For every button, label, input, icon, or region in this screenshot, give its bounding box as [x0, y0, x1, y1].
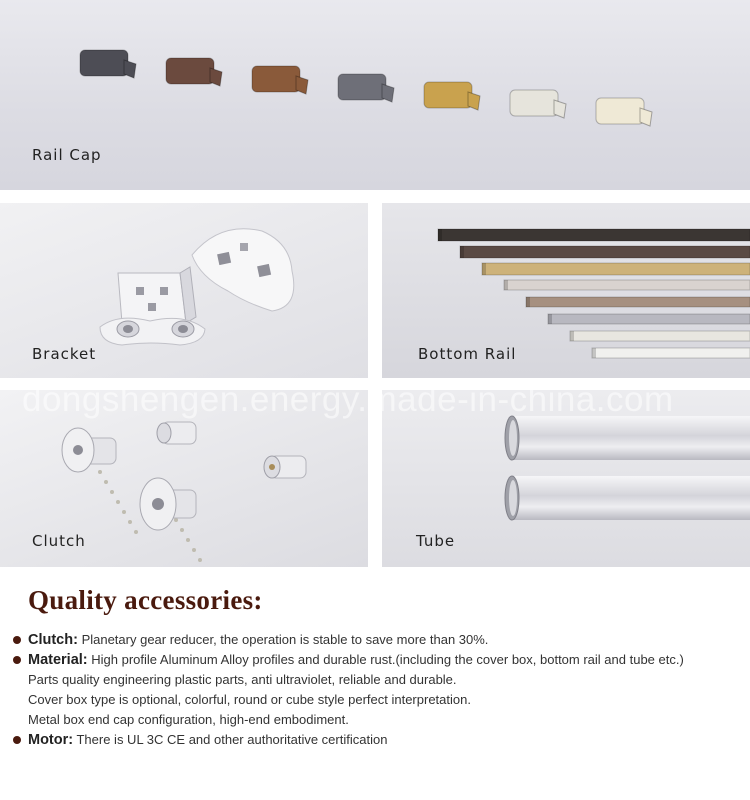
spec-motor-text: There is UL 3C CE and other authoritative certification — [76, 732, 388, 747]
bottom-rail-end — [548, 314, 552, 324]
rail-cap-piece — [338, 74, 386, 100]
bottom-rail-piece — [526, 297, 750, 307]
spec-material — [12, 650, 742, 670]
bracket-panel — [0, 203, 368, 378]
bottom-rail-piece — [438, 229, 750, 241]
spec-material-line: Parts quality engineering plastic parts, anti ultraviolet, reliable and durable. — [28, 672, 457, 687]
bottom-rail-piece — [570, 331, 750, 341]
bottom-rail-piece — [460, 246, 750, 258]
spec-clutch-label: Clutch: — [28, 632, 78, 648]
bullet-icon — [13, 636, 21, 644]
bottom-rail-end — [482, 263, 486, 275]
bullet-icon — [13, 656, 21, 664]
rail-cap-piece — [80, 50, 128, 76]
rail-cap-piece — [424, 82, 472, 108]
spec-motor-label: Motor: — [28, 732, 74, 748]
spec-material-label: Material: — [28, 652, 88, 668]
section-heading: Quality accessories: — [28, 585, 263, 615]
rail-cap-piece — [510, 90, 558, 116]
rail-cap-image — [0, 0, 750, 190]
bottom-rail-end — [592, 348, 596, 358]
bottom-rail-label: Bottom Rail — [418, 345, 517, 363]
bullet-icon — [13, 736, 21, 744]
bottom-rail-end — [438, 229, 442, 241]
rail-cap-piece — [252, 66, 300, 92]
tube-label: Tube — [416, 532, 456, 550]
rail-cap-piece — [596, 98, 644, 124]
bottom-rail-piece — [482, 263, 750, 275]
bottom-rail-panel — [382, 203, 750, 378]
bottom-rail-end — [504, 280, 508, 290]
bottom-rail-piece — [504, 280, 750, 290]
bottom-rail-end — [526, 297, 530, 307]
rail-cap-piece — [166, 58, 214, 84]
bottom-rail-piece — [592, 348, 750, 358]
bottom-rail-end — [460, 246, 464, 258]
rail-cap-label: Rail Cap — [32, 146, 102, 164]
spec-clutch-text: Planetary gear reducer, the operation is stable to save more than 30%. — [81, 632, 489, 647]
bracket-label: Bracket — [32, 345, 97, 363]
watermark: dongshengen.energy.made-in-china.com — [22, 380, 674, 419]
tube-panel — [382, 390, 750, 567]
spec-material-line: Metal box end cap configuration, high-end embodiment. — [28, 712, 349, 727]
spec-material-line: Cover box type is optional, colorful, round or cube style perfect interpretation. — [28, 692, 471, 707]
bottom-rail-piece — [548, 314, 750, 324]
spec-motor — [12, 730, 742, 750]
spec-clutch — [12, 630, 742, 650]
clutch-panel — [0, 390, 368, 567]
spec-list — [12, 630, 742, 750]
rail-cap-panel — [0, 0, 750, 190]
bottom-rail-end — [570, 331, 574, 341]
spec-material-text: High profile Aluminum Alloy profiles and durable rust.(including the cover box, bottom rail and tube etc.) — [91, 652, 684, 667]
clutch-label: Clutch — [32, 532, 86, 550]
